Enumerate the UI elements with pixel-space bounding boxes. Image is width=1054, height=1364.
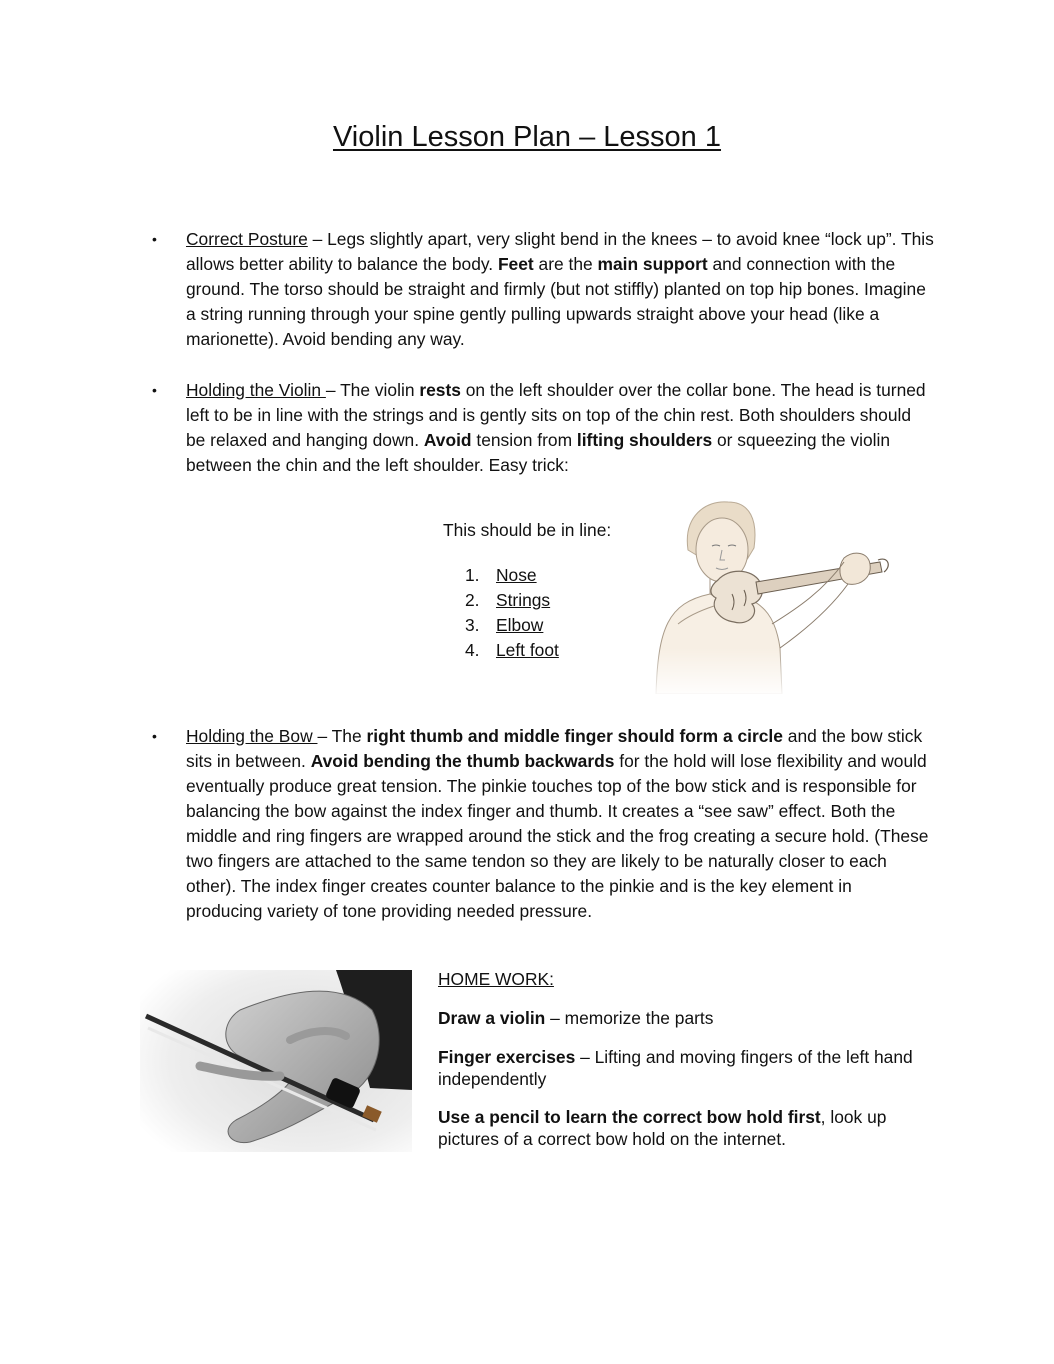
body-text: – Legs slightly apart, very slight bend in the knees – to avoid knee “lock up”. This allows better ability to balance the body. (186, 229, 934, 274)
body-text: – The violin (325, 380, 420, 400)
section-heading: Holding the Violin (186, 380, 326, 400)
homework-heading: HOME WORK: (438, 969, 554, 989)
emphasis-text: right thumb and middle finger should form a circle (366, 726, 783, 746)
homework-item: Draw a violin – memorize the parts (438, 1008, 714, 1028)
inline-label: This should be in line: (443, 520, 612, 540)
emphasis-text: lifting shoulders (576, 430, 713, 450)
emphasis-text: Avoid (423, 430, 472, 450)
emphasis-text: rests (419, 380, 461, 400)
violinist-illustration (648, 498, 900, 694)
list-item: 4. Left foot (465, 640, 559, 660)
body-text: tension from (471, 430, 577, 450)
list-item: 3. Elbow (465, 615, 544, 635)
emphasis-text: main support (597, 254, 708, 274)
bullet-icon: • (152, 231, 157, 247)
homework-item: Finger exercises – Lifting and moving fingers of the left hand independently (438, 1047, 913, 1089)
homework-item: Use a pencil to learn the correct bow hold first, look up pictures of a correct bow hold on the internet. (438, 1107, 887, 1149)
body-text: or squeezing the violin between the chin and the left shoulder. Easy trick: (186, 430, 891, 475)
list-item: 2. Strings (465, 590, 551, 610)
body-text: are the (533, 254, 598, 274)
posture-paragraph (186, 227, 936, 352)
body-text: and the bow stick sits in between. (186, 726, 923, 771)
emphasis-text: Feet (497, 254, 534, 274)
body-text: for the hold will lose flexibility and would eventually produce great tension. The pinkie touches top of the bow stick and is responsible for balancing the bow against the index finger and thumb. It creates a “see saw” effect. Both the middle and ring fingers are wrapped around the stick and the frog creating a secure hold. (These two fingers are attached to the same tendon so they are likely to be naturally closer to each other). The index finger creates counter balance to the pinkie and is the key element in producing variety of tone providing needed pressure. (186, 751, 929, 921)
list-item: 1. Nose (465, 565, 537, 585)
page-title: Violin Lesson Plan – Lesson 1 (332, 121, 722, 153)
bullet-icon: • (152, 728, 157, 744)
body-text: on the left shoulder over the collar bone. The head is turned left to be in line with the strings and is gently sits on top of the chin rest. Both shoulders should be relaxed and hanging down. (186, 380, 926, 450)
body-text: – The (317, 726, 367, 746)
section-heading: Correct Posture (186, 229, 308, 249)
emphasis-text: Avoid bending the thumb backwards (310, 751, 615, 771)
section-heading: Holding the Bow (186, 726, 318, 746)
alignment-list (465, 563, 559, 663)
bow-hold-photo (140, 970, 412, 1152)
holding-bow-paragraph (186, 724, 931, 924)
bullet-icon: • (152, 382, 157, 398)
holding-violin-paragraph (186, 378, 926, 478)
body-text: and connection with the ground. The torso should be straight and firmly (but not stiffly) planted on top hip bones. Imagine a string running through your spine gently pulling upwards straight above your head (like a marionette). Avoid bending any way. (186, 254, 926, 349)
